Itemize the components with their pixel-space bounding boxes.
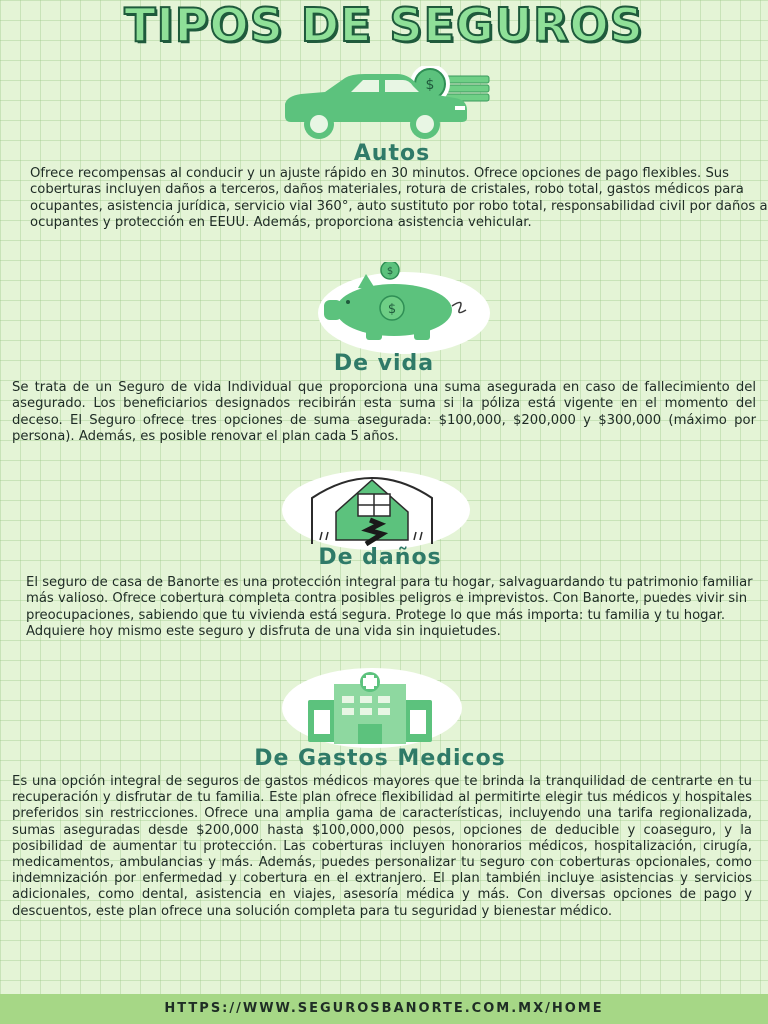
section-text-de-danos: El seguro de casa de Banorte es una protección integral para tu hogar, salvaguardando tu patrimonio familiar más valioso. Ofrece cobertura completa contra posibles peligros e imprevistos. Con Banorte, puedes vivir sin preocupaciones, sabiendo que tu vivienda está segura. Protege lo que más importa: tu familia y tu hogar. Adquiere hoy mismo este seguro y disfruta de una vida sin inquietudes. [26,575,753,640]
damaged-house-icon [306,468,438,548]
svg-text:$: $ [387,302,397,317]
car-icon [275,66,495,142]
svg-text:$: $ [425,77,435,93]
section-heading-de-danos: De daños [318,545,442,570]
section-text-autos: Ofrece recompensas al conducir y un ajuste rápido en 30 minutos. Ofrece opciones de pago flexibles. Sus coberturas incluyen daños a terceros, daños materiales, rotura de cristales, robo total, gastos médicos para ocupantes, asistencia jurídica, servicio vial 360°, auto sustituto por robo total, responsabilidad civil por daños a ocupantes y protección en EEUU. Además, proporciona asistencia vehicular. [30,166,768,231]
svg-text:$: $ [386,266,394,277]
piggy-bank-icon [322,262,472,342]
section-heading-de-gastos-medicos: De Gastos Medicos [254,746,506,771]
page-title: TIPOS DE SEGUROS [124,0,644,52]
section-heading-autos: Autos [353,141,431,166]
section-heading-de-vida: De vida [333,351,435,376]
section-text-de-gastos-medicos: Es una opción integral de seguros de gastos médicos mayores que te brinda la tranquilidad de centrarte en tu recuperación y disfrutar de tu familia. Este plan ofrece flexibilidad al permitirte elegir tus médicos y hospitales preferidos sin restricciones. Ofrece una amplia gama de características, incluyendo una tarifa regionalizada, sumas aseguradas desde $200,000 hasta $100,000,000 pesos, opciones de deducible y coaseguro, y la posibilidad de aumentar tu protección. Las coberturas incluyen honorarios médicos, hospitalización, cirugía, medicamentos, ambulancias y más. Además, puedes personalizar tu seguro con coberturas opcionales, como indemnización por enfermedad y cobertura en el extranjero. El plan también incluye asistencias y servicios adicionales, como dental, asistencia en viajes, asesoría médica y más. Con diversas opciones de pago y descuentos, este plan ofrece una solución completa para tu seguridad y bienestar médico. [12,774,752,919]
section-text-de-vida: Se trata de un Seguro de vida Individual que proporciona una suma asegurada en caso de fallecimiento del asegurado. Los beneficiarios designados recibirán esta suma si la póliza está vigente en el momento del deceso. El Seguro ofrece tres opciones de suma asegurada: $100,000, $200,000 y $300,000 (máximo por persona). Además, es posible renovar el plan cada 5 años. [12,380,756,445]
hospital-icon [304,672,436,744]
footer-url-link[interactable]: HTTPS://WWW.SEGUROSBANORTE.COM.MX/HOME [0,994,768,1024]
